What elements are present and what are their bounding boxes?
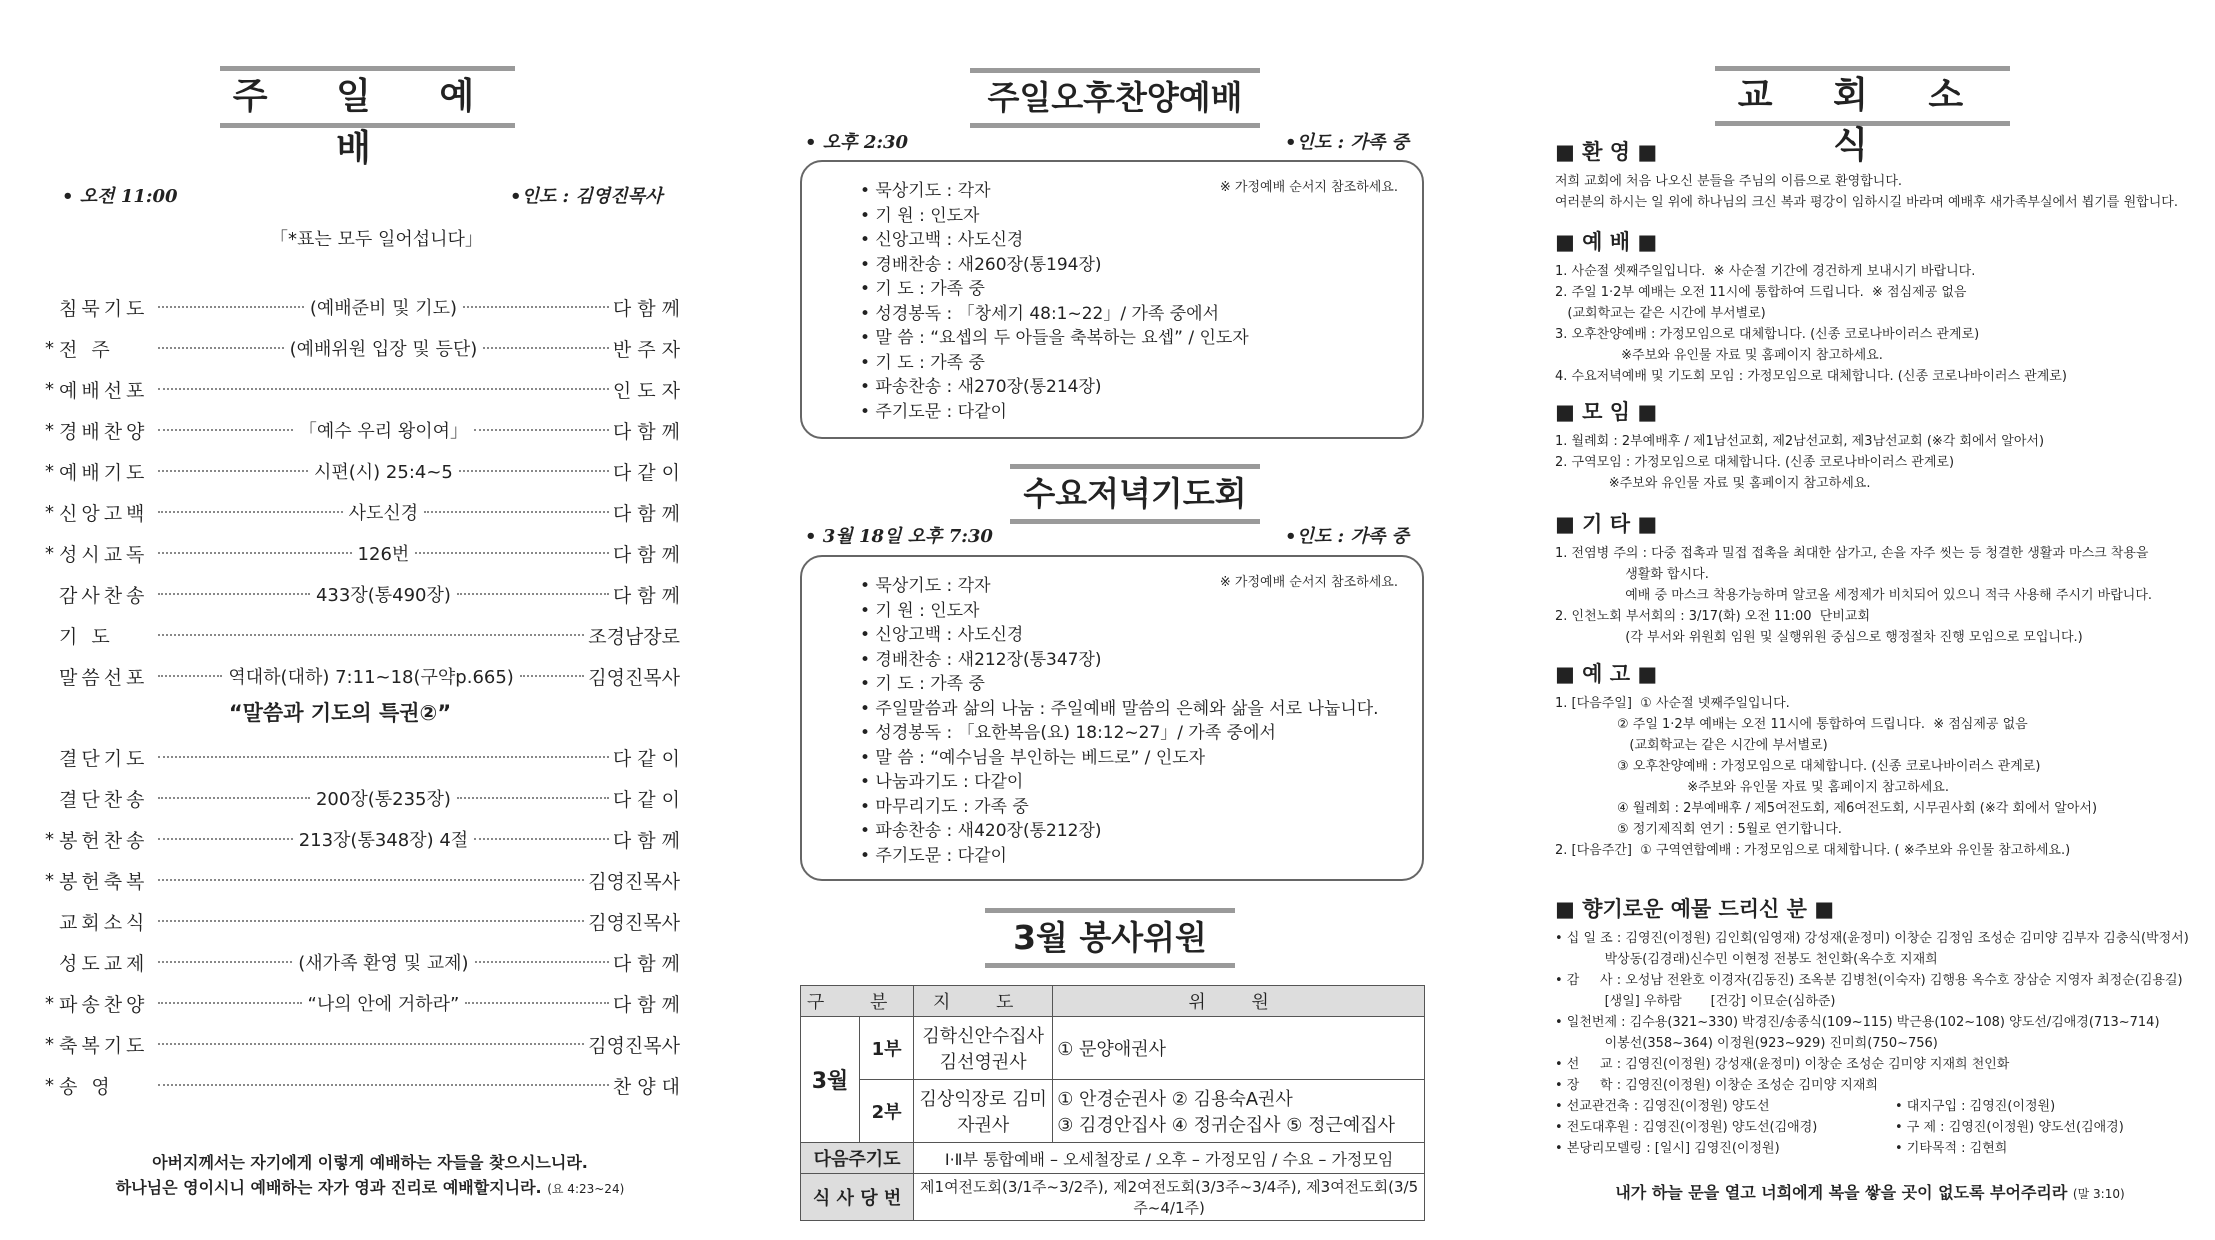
afternoon-service-title: 주일오후찬양예배 bbox=[970, 68, 1260, 128]
section-line: ③ 오후찬양예배 : 가정모임으로 대체합니다. (신종 코로나바이러스 관계로) bbox=[1555, 759, 2041, 774]
section-line: 1. [다음주일] ① 사순절 넷째주일입니다. bbox=[1555, 696, 1790, 711]
order-item: • 나눔과기도 : 다같이 bbox=[860, 772, 1024, 792]
stand-marker: * bbox=[45, 378, 54, 400]
section-line: 1. 사순절 셋째주일입니다. ※ 사순절 기간에 경건하게 보내시기 바랍니다. bbox=[1555, 264, 1976, 279]
section-heading: ■ 향기로운 예물 드리신 분 ■ bbox=[1555, 897, 1835, 921]
order-item: • 신앙고백 : 사도신경 bbox=[860, 230, 1024, 250]
order-item: • 마무리기도 : 가족 중 bbox=[860, 796, 1029, 817]
section-heading: ■ 환 영 ■ bbox=[1555, 140, 1658, 164]
section-line: • 감 사 : 오성남 전완호 이경자(김동진) 조옥분 김병천(이숙자) 김행용 옥수호 장삼순 지영자 최정순(김용길) bbox=[1555, 973, 2183, 988]
section-line: ※주보와 유인물 자료 및 홈페이지 참고하세요. bbox=[1555, 348, 1883, 363]
section-line: (교회학교는 같은 시간에 부서별로) bbox=[1555, 306, 1766, 321]
service-row bbox=[45, 456, 680, 486]
row-name: 말씀선포 bbox=[59, 666, 149, 689]
row-detail: 200장(통235장) bbox=[315, 789, 451, 810]
section-line: 1. 월례회 : 2부예배후 / 제1남선교회, 제2남선교회, 제3남선교회 (※각 회에서 알아서) bbox=[1555, 434, 2045, 449]
row-name: 예배선포 bbox=[59, 379, 149, 402]
service-row bbox=[45, 783, 680, 813]
order-item: • 기 원 : 인도자 bbox=[860, 600, 980, 621]
section-line: 2. 인천노회 부서회의 : 3/17(화) 오전 11:00 단비교회 bbox=[1555, 609, 1871, 624]
service-row bbox=[45, 742, 680, 772]
row-name: 봉헌축복 bbox=[59, 870, 149, 893]
section-line: 1. 전염병 주의 : 다중 접촉과 밀접 접촉을 최대한 삼가고, 손을 자주 씻는 등 청결한 생활과 마스크 착용을 bbox=[1555, 546, 2149, 561]
service-time: • 오전 11:00 bbox=[62, 186, 178, 207]
afternoon-leader: •인도 : 가족 중 bbox=[1285, 132, 1409, 153]
left-footer-line1: 아버지께서는 자기에게 이렇게 예배하는 자들을 찾으시느니라. bbox=[152, 1153, 588, 1172]
wednesday-time: • 3월 18일 오후 7:30 bbox=[805, 526, 993, 547]
offering-line: • 선교관건축 : 김영진(이정원) 양도선 bbox=[1555, 1099, 1770, 1114]
order-item: • 성경봉독 : 「창세기 48:1~22」/ 가족 중에서 bbox=[860, 303, 1220, 324]
meal-duty-label: 식 사 당 번 bbox=[801, 1174, 914, 1221]
row-detail: (새가족 환영 및 교제) bbox=[298, 953, 469, 974]
row-person: 다 함 께 bbox=[612, 993, 680, 1016]
row-person: 다 함 께 bbox=[612, 584, 681, 607]
volunteers-table bbox=[800, 985, 1425, 1221]
section-line: 4. 수요저녁예배 및 기도회 모임 : 가정모임으로 대체합니다. (신종 코로나바이러스 관계로) bbox=[1555, 369, 2067, 384]
row-name: 결단찬송 bbox=[59, 788, 149, 811]
offering-line: • 전도대후원 : 김영진(이정원) 양도선(김애경) bbox=[1555, 1120, 1818, 1135]
section-line: 이봉선(358~364) 이정원(923~929) 진미희(750~756) bbox=[1555, 1036, 1938, 1051]
offering-line: • 기타목적 : 김현희 bbox=[1895, 1141, 2008, 1156]
row-name: 봉헌찬송 bbox=[59, 829, 149, 852]
section-line: • 장 학 : 김영진(이정원) 이창순 조성순 김미양 지재희 bbox=[1555, 1078, 1878, 1093]
part1-members: ① 문양애권사 bbox=[1053, 1017, 1425, 1080]
order-item: • 파송찬송 : 새420장(통212장) bbox=[860, 821, 1102, 841]
order-item: • 성경봉독 : 「요한복음(요) 18:12~27」/ 가족 중에서 bbox=[860, 723, 1276, 743]
section-line: • 십 일 조 : 김영진(이정원) 김인회(임영재) 강성재(윤정미) 이창순 김정임 조성순 김미양 김부자 김충식(박정서) bbox=[1555, 931, 2189, 946]
row-detail: 역대하(대하) 7:11~18(구약p.665) bbox=[228, 667, 514, 688]
order-item: • 주일말씀과 삶의 나눔 : 주일예배 말씀의 은혜와 삶을 서로 나눕니다. bbox=[860, 698, 1379, 719]
row-detail: 433장(통490장) bbox=[315, 585, 451, 606]
order-item: • 말 씀 : “예수님을 부인하는 베드로” / 인도자 bbox=[860, 747, 1206, 768]
order-item: • 주기도문 : 다같이 bbox=[860, 401, 1007, 422]
section-line: 3. 오후찬양예배 : 가정모임으로 대체합니다. (신종 코로나바이러스 관계로) bbox=[1555, 327, 1980, 342]
row-person: 다 함 께 bbox=[612, 543, 680, 566]
section-line: [생일] 우하람 [건강] 이묘순(심하준) bbox=[1555, 994, 1836, 1009]
service-row bbox=[45, 497, 680, 527]
afternoon-time: • 오후 2:30 bbox=[805, 132, 909, 153]
col-category: 구 분 bbox=[801, 986, 914, 1017]
row-detail: (예배위원 입장 및 등단) bbox=[289, 339, 478, 360]
service-row bbox=[45, 415, 680, 445]
wednesday-note: ※ 가정예배 순서지 참조하세요. bbox=[1219, 575, 1398, 590]
row-name: 경배찬양 bbox=[59, 420, 149, 443]
stand-marker: * bbox=[45, 419, 54, 441]
order-item: • 주기도문 : 다같이 bbox=[860, 845, 1007, 866]
order-item: • 기 원 : 인도자 bbox=[860, 205, 980, 226]
section-line: 여러분의 하시는 일 위에 하나님의 크신 복과 평강이 임하시길 바라며 예배후 새가족부실에서 뵙기를 원합니다. bbox=[1555, 195, 2178, 210]
row-name: 결단기도 bbox=[59, 747, 149, 770]
service-row bbox=[45, 988, 680, 1018]
wednesday-prayer-title: 수요저녁기도회 bbox=[1010, 464, 1260, 524]
stand-marker: * bbox=[45, 828, 54, 850]
stand-marker: * bbox=[45, 1033, 54, 1055]
wednesday-order-box bbox=[800, 555, 1424, 881]
left-footer-line2: 하나님은 영이시니 예배하는 자가 영과 진리로 예배할지니라. (요 4:23~24) bbox=[115, 1178, 625, 1197]
month-cell: 3월 bbox=[801, 1017, 860, 1143]
row-person: 다 함 께 bbox=[612, 502, 680, 525]
section-line: • 일천번제 : 김수용(321~330) 박경진/송종식(109~115) 박근용(102~108) 양도선/김애경(713~714) bbox=[1555, 1015, 2160, 1030]
section-line: 2. 주일 1·2부 예배는 오전 11시에 통합하여 드립니다. ※ 점심제공 없음 bbox=[1555, 285, 1967, 300]
order-item: • 파송찬송 : 새270장(통214장) bbox=[860, 377, 1102, 397]
order-item: • 신앙고백 : 사도신경 bbox=[860, 625, 1024, 645]
offering-line: • 구 제 : 김영진(이정원) 양도선(김애경) bbox=[1895, 1120, 2124, 1135]
row-detail: 213장(통348장) 4절 bbox=[298, 830, 469, 851]
order-item: • 말 씀 : “요셉의 두 아들을 축복하는 요셉” / 인도자 bbox=[860, 328, 1249, 348]
row-person: 김영진목사 bbox=[588, 666, 681, 689]
sunday-service-title: 주 일 예 배 bbox=[220, 66, 515, 128]
order-item: • 경배찬송 : 새260장(통194장) bbox=[860, 254, 1102, 275]
section-line: ④ 월례회 : 2부예배후 / 제5여전도회, 제6여전도회, 시무권사회 (※각 회에서 알아서) bbox=[1555, 801, 2098, 816]
row-name: 기 도 bbox=[59, 625, 114, 648]
row-person: 다 같 이 bbox=[612, 461, 681, 484]
section-line: ※주보와 유인물 자료 및 홈페이지 참고하세요. bbox=[1555, 476, 1871, 491]
row-name: 축복기도 bbox=[59, 1034, 149, 1057]
service-leader: •인도 : 김영진목사 bbox=[510, 186, 663, 207]
row-name: 파송찬양 bbox=[59, 993, 149, 1016]
part2-cell: 2부 bbox=[860, 1080, 914, 1143]
section-line: 예배 중 마스크 착용가능하며 알코올 세정제가 비치되어 있으니 적극 사용해 주시기 바랍니다. bbox=[1555, 588, 2153, 603]
service-row bbox=[45, 538, 680, 568]
stand-marker: * bbox=[45, 337, 54, 359]
row-detail: 「예수 우리 왕이여」 bbox=[298, 421, 469, 442]
stand-note: 「*표는 모두 일어섭니다」 bbox=[270, 229, 483, 250]
stand-marker: * bbox=[45, 992, 54, 1014]
meal-duty-value: 제1여전도회(3/1주~3/2주), 제2여전도회(3/3주~3/4주), 제3여전도회(3/5주~4/1주) bbox=[914, 1174, 1425, 1221]
part1-cell: 1부 bbox=[860, 1017, 914, 1080]
row-detail: (예배준비 및 기도) bbox=[309, 298, 458, 319]
row-person: 찬 양 대 bbox=[612, 1075, 680, 1098]
stand-marker: * bbox=[45, 1074, 54, 1096]
row-person: 김영진목사 bbox=[588, 911, 680, 934]
wednesday-leader: •인도 : 가족 중 bbox=[1285, 526, 1409, 547]
order-item: • 기 도 : 가족 중 bbox=[860, 279, 985, 299]
service-row bbox=[45, 865, 680, 895]
section-line: • 선 교 : 김영진(이정원) 강성재(윤정미) 이창순 조성순 김미양 지재희 천인화 bbox=[1555, 1057, 2010, 1072]
row-person: 다 함 께 bbox=[612, 420, 681, 443]
row-name: 교회소식 bbox=[59, 911, 149, 934]
part1-leader: 김학신안수집사 김선영권사 bbox=[914, 1017, 1053, 1080]
row-person: 김영진목사 bbox=[588, 1034, 680, 1057]
col-leader: 지 도 bbox=[914, 986, 1053, 1017]
offering-line: • 본당리모델링 : [일시] 김영진(이정원) bbox=[1555, 1141, 1780, 1156]
part2-leader: 김상익장로 김미자권사 bbox=[914, 1080, 1053, 1143]
part2-members: ① 안경순권사 ② 김용숙A권사 ③ 김경안집사 ④ 정귀순집사 ⑤ 정근예집사 bbox=[1053, 1080, 1425, 1143]
service-row bbox=[45, 1029, 680, 1059]
service-row bbox=[45, 579, 680, 609]
row-person: 조경남장로 bbox=[588, 625, 680, 648]
church-news-title: 교 회 소 식 bbox=[1715, 66, 2010, 126]
section-line: 저희 교회에 처음 나오신 분들을 주님의 이름으로 환영합니다. bbox=[1555, 174, 1903, 189]
section-line: (각 부서와 위원회 임원 및 실행위원 중심으로 행정절차 진행 모임으로 모입니다.) bbox=[1555, 630, 2083, 645]
row-name: 감사찬송 bbox=[59, 584, 149, 607]
row-person: 다 같 이 bbox=[612, 788, 681, 811]
service-row bbox=[45, 292, 680, 322]
row-person: 다 함 께 bbox=[612, 952, 681, 975]
order-item: • 기 도 : 가족 중 bbox=[860, 674, 985, 694]
offering-line: • 대지구입 : 김영진(이정원) bbox=[1895, 1099, 2056, 1114]
section-heading: ■ 예 고 ■ bbox=[1555, 662, 1658, 686]
row-person: 반 주 자 bbox=[612, 338, 681, 361]
row-name: 예배기도 bbox=[59, 461, 149, 484]
stand-marker: * bbox=[45, 542, 54, 564]
section-line: 생활화 합시다. bbox=[1555, 567, 1709, 582]
service-row bbox=[45, 620, 680, 650]
section-line: ⑤ 정기제직회 연기 : 5월로 연기합니다. bbox=[1555, 822, 1842, 837]
section-heading: ■ 기 타 ■ bbox=[1555, 512, 1658, 536]
row-person: 다 함 께 bbox=[612, 829, 681, 852]
row-detail: 사도신경 bbox=[348, 503, 419, 524]
right-footer: 내가 하늘 문을 열고 너희에게 복을 쌓을 곳이 없도록 부어주리라 (말 3:10) bbox=[1615, 1183, 2125, 1202]
row-name: 전 주 bbox=[59, 338, 114, 361]
row-name: 송 영 bbox=[59, 1075, 114, 1098]
section-heading: ■ 모 임 ■ bbox=[1555, 400, 1658, 424]
afternoon-order-box bbox=[800, 160, 1424, 439]
section-line: ② 주일 1·2부 예배는 오전 11시에 통합하여 드립니다. ※ 점심제공 없음 bbox=[1555, 717, 2028, 732]
order-item: • 묵상기도 : 각자 bbox=[860, 576, 991, 596]
row-person: 다 같 이 bbox=[612, 747, 680, 770]
row-name: 신앙고백 bbox=[59, 502, 149, 525]
order-item: • 기 도 : 가족 중 bbox=[860, 352, 985, 373]
order-item: • 묵상기도 : 각자 bbox=[860, 181, 991, 201]
col-members: 위 원 bbox=[1053, 986, 1425, 1017]
section-line: 2. 구역모임 : 가정모임으로 대체합니다. (신종 코로나바이러스 관계로) bbox=[1555, 455, 1955, 470]
section-line: 박상동(김경래)신수민 이현정 전봉도 천인화(옥수호 지재희 bbox=[1555, 952, 1938, 967]
row-person: 김영진목사 bbox=[588, 870, 680, 893]
next-prayer-value: Ⅰ·Ⅱ부 통합예배 – 오세철장로 / 오후 – 가정모임 / 수요 – 가정모임 bbox=[914, 1143, 1425, 1174]
next-prayer-label: 다음주기도 bbox=[801, 1143, 914, 1174]
stand-marker: * bbox=[45, 501, 54, 523]
service-row bbox=[45, 906, 680, 936]
section-line: 2. [다음주간] ① 구역연합예배 : 가정모임으로 대체합니다. ( ※주보와 유인물 참고하세요.) bbox=[1555, 843, 2071, 858]
section-line: (교회학교는 같은 시간에 부서별로) bbox=[1555, 738, 1828, 753]
row-name: 성시교독 bbox=[59, 543, 149, 566]
row-detail: 시편(시) 25:4~5 bbox=[313, 462, 453, 483]
service-row bbox=[45, 333, 680, 363]
service-row bbox=[45, 947, 680, 977]
stand-marker: * bbox=[45, 869, 54, 891]
volunteers-title: 3월 봉사위원 bbox=[985, 908, 1235, 968]
sermon-title: “말씀과 기도의 특권②” bbox=[228, 701, 452, 725]
service-row bbox=[45, 824, 680, 854]
row-detail: 126번 bbox=[357, 544, 410, 565]
row-name: 성도교제 bbox=[59, 952, 149, 975]
afternoon-note: ※ 가정예배 순서지 참조하세요. bbox=[1219, 180, 1398, 195]
service-row bbox=[45, 1070, 680, 1100]
service-row bbox=[45, 661, 680, 691]
section-heading: ■ 예 배 ■ bbox=[1555, 230, 1658, 254]
row-person: 다 함 께 bbox=[612, 297, 680, 320]
row-name: 침묵기도 bbox=[59, 297, 149, 320]
section-line: ※주보와 유인물 자료 및 홈페이지 참고하세요. bbox=[1555, 780, 1949, 795]
service-row bbox=[45, 374, 680, 404]
row-person: 인 도 자 bbox=[612, 379, 680, 402]
stand-marker: * bbox=[45, 460, 54, 482]
order-item: • 경배찬송 : 새212장(통347장) bbox=[860, 649, 1102, 670]
row-detail: “나의 안에 거하라” bbox=[307, 994, 460, 1015]
